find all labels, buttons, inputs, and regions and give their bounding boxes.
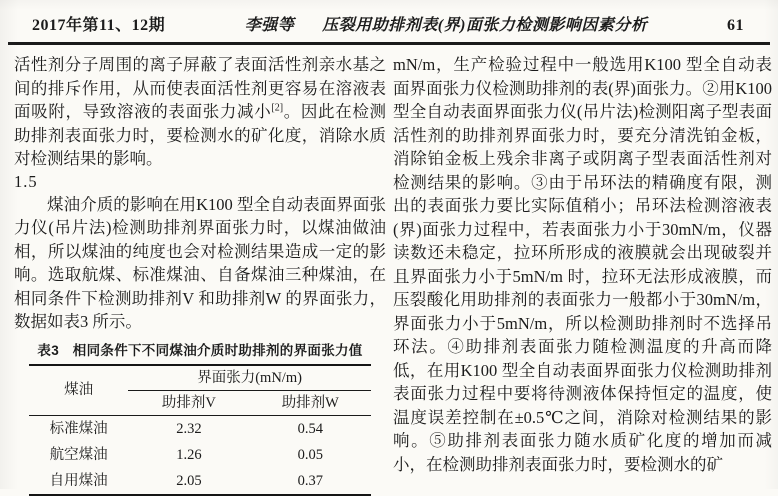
header-rule bbox=[8, 42, 770, 45]
column-group-header-tension: 界面张力(mN/m) bbox=[128, 365, 371, 391]
cell-agent-v-value: 2.32 bbox=[176, 420, 202, 437]
kerosene-tension-table bbox=[29, 364, 371, 496]
cell-agent-w-value: 0.05 bbox=[297, 446, 323, 463]
table-row bbox=[29, 468, 371, 495]
table-header-row-group bbox=[29, 365, 371, 391]
paragraph-water-quality bbox=[14, 53, 386, 171]
section-number: 1.5 bbox=[14, 171, 38, 191]
cell-agent-w-value: 0.37 bbox=[297, 472, 323, 489]
cell-kerosene-type: 标准煤油 bbox=[49, 420, 108, 437]
column-header-agent-w: 助排剂W bbox=[250, 390, 371, 415]
reference-superscript: [2] bbox=[271, 102, 284, 114]
paragraph-detection-notes: mN/m，生产检验过程中一般选用K100 型全自动表面界面张力仪检测助排剂的表(界)面张力。②用K100 型全自动表面界面张力仪(吊片法)检测阳离子型表面活性剂的助排剂界面张力时，要充分清洗铂金板，消除铂金板上残余非离子或阴离子型表面活性剂对检测结果的影响。③由于吊环法的精确度有限，测出的表面张力要比实际值稍小；吊环法检测溶液表(界)面张力过程中，若表面张力小于30mN/m，仪器读数还未稳定，拉环所形成的液膜就会出现破裂并且界面张力小于5mN/m 时，拉环无法形成液膜，而压裂酸化用助排剂的表面张力一般都小于30mN/m，界面张力小于5mN/m，所以检测助排剂时不选择吊环法。④助排剂表面张力随检测温度的升高而降低，在用K100 型全自动表面界面张力仪检测助排剂表面张力过程中要将待测液体保持恒定的温度，使温度误差控制在±0.5℃之间，消除对检测结果的影响。⑤助排剂表面张力随水质矿化度的增加而减小，在检测助排剂表面张力时，要检测水的矿 bbox=[393, 55, 772, 474]
left-column bbox=[14, 53, 386, 496]
cell-agent-w-value: 0.54 bbox=[297, 420, 323, 437]
table-row bbox=[29, 442, 371, 468]
paragraph-water-quality-end: 。因此在检测助排剂表面张力时，要检测水的矿化度，消除水质对检测结果的影响。 bbox=[14, 102, 387, 168]
article-title: 压裂用助排剂表(界)面张力检测影响因素分析 bbox=[322, 17, 648, 34]
column-header-agent-v: 助排剂V bbox=[128, 390, 249, 415]
running-header-center bbox=[165, 12, 727, 35]
table-caption: 表3 相同条件下不同煤油介质时助排剂的界面张力值 bbox=[37, 342, 363, 358]
cell-agent-v-value: 1.26 bbox=[176, 446, 202, 463]
paragraph-kerosene-medium: 煤油介质的影响在用K100 型全自动表面界面张力仪(吊片法)检测助排剂界面张力时，以煤油做油相，所以煤油的纯度也会对检测结果造成一定的影响。选取航煤、标准煤油、自备煤油三种煤油，在相同条件下检测助排剂V 和助排剂W 的界面张力，数据如表3 所示。 bbox=[14, 194, 386, 331]
table-block bbox=[29, 342, 371, 496]
paragraph-water-quality-text: 活性剂分子周围的离子屏蔽了表面活性剂亲水基之间的排斥作用，从而使表面活性剂更容易在溶液表面吸附，导致溶液的表面张力减小 bbox=[14, 55, 386, 121]
cell-agent-v-value: 2.05 bbox=[176, 472, 202, 489]
table-row bbox=[29, 415, 371, 442]
column-header-kerosene: 煤油 bbox=[29, 365, 128, 416]
authors: 李强等 bbox=[244, 17, 295, 34]
cell-kerosene-type: 自用煤油 bbox=[49, 472, 108, 489]
page-number: 61 bbox=[727, 17, 744, 34]
right-column bbox=[393, 53, 772, 483]
journal-issue: 2017年第11、12期 bbox=[32, 17, 166, 34]
running-header bbox=[32, 12, 750, 35]
cell-kerosene-type: 航空煤油 bbox=[49, 446, 108, 463]
